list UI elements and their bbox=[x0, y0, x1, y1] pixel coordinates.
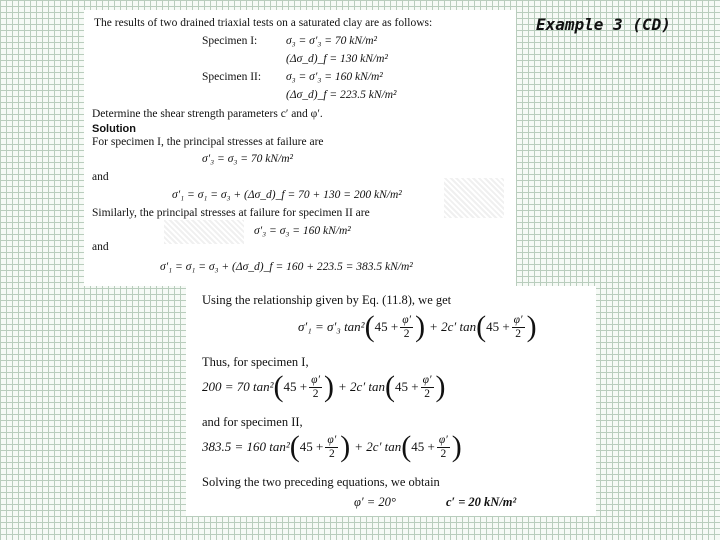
continuation-line-1: Using the relationship given by Eq. (11.8), we get bbox=[202, 293, 452, 307]
eq-a-paren-text: 45 + bbox=[374, 319, 399, 334]
result-phi: φ′ = 20° bbox=[354, 495, 396, 509]
specimen-2-deviator: (Δσ_d)_f = 223.5 kN/m² bbox=[286, 89, 397, 101]
relationship-equation bbox=[298, 312, 537, 342]
phi-half-fraction: $\frac{\varphi'}{2}$ bbox=[327, 433, 337, 460]
phi-half-fraction: $\frac{\varphi'}{2}$ bbox=[311, 373, 321, 400]
paren-open: ( bbox=[289, 430, 300, 463]
specimen-2-label: Specimen II: bbox=[202, 71, 262, 83]
solution-line-1: For specimen I, the principal stresses at failure are bbox=[92, 136, 324, 148]
solution-eq-4: σ′₁ = σ₁ = σ₃ + (Δσ_d)_f = 160 + 223.5 = 383.5 kN/m² bbox=[160, 261, 413, 273]
paren-close: ) bbox=[324, 370, 335, 403]
paren-close: ) bbox=[451, 430, 462, 463]
specimen-1-label: Specimen I: bbox=[202, 35, 258, 47]
paren-close: ) bbox=[415, 310, 426, 343]
slide-title: Example 3 (CD) bbox=[536, 15, 671, 34]
paren-open: ( bbox=[401, 430, 412, 463]
eq-c-paren-text: 45 + bbox=[299, 439, 324, 454]
eq-a-mid: + 2c′ tan bbox=[429, 319, 477, 334]
continuation-scan-panel bbox=[186, 286, 596, 516]
specimen-1-deviator: (Δσ_d)_f = 130 kN/m² bbox=[286, 53, 388, 65]
paren-open: ( bbox=[385, 370, 396, 403]
result-c: c′ = 20 kN/m² bbox=[446, 495, 517, 509]
eq-a-paren-text: 45 + bbox=[486, 319, 510, 334]
eq-b-mid: + 2c′ tan bbox=[338, 379, 386, 394]
continuation-line-3: and for specimen II, bbox=[202, 415, 303, 429]
solution-and-2: and bbox=[92, 241, 109, 253]
paren-close: ) bbox=[340, 430, 351, 463]
solution-line-2: Similarly, the principal stresses at failure for specimen II are bbox=[92, 207, 370, 219]
solution-and-1: and bbox=[92, 171, 109, 183]
paren-open: ( bbox=[476, 310, 487, 343]
eq-c-mid: + 2c′ tan bbox=[354, 439, 402, 454]
specimen-1-confining: σ₃ = σ′₃ = 70 kN/m² bbox=[286, 35, 377, 47]
paren-close: ) bbox=[526, 310, 537, 343]
scan-noise bbox=[444, 178, 504, 218]
solution-heading: Solution bbox=[92, 123, 136, 135]
eq-a-lhs: σ′₁ = σ′₃ tan² bbox=[298, 319, 365, 334]
specimen-2-confining: σ₃ = σ′₃ = 160 kN/m² bbox=[286, 71, 383, 83]
eq-b-lhs: 200 = 70 tan² bbox=[202, 379, 274, 394]
paren-close: ) bbox=[435, 370, 446, 403]
phi-half-fraction: $\frac{\varphi'}{2}$ bbox=[513, 313, 523, 340]
eq-b-paren-text: 45 + bbox=[283, 379, 308, 394]
continuation-line-2: Thus, for specimen I, bbox=[202, 355, 309, 369]
specimen-2-equation bbox=[202, 432, 462, 462]
problem-scan-panel bbox=[84, 10, 516, 286]
eq-c-lhs: 383.5 = 160 tan² bbox=[202, 439, 290, 454]
solution-eq-3: σ′₃ = σ₃ = 160 kN/m² bbox=[254, 225, 351, 237]
solution-eq-2: σ′₁ = σ₁ = σ₃ + (Δσ_d)_f = 70 + 130 = 200 kN/m² bbox=[172, 189, 402, 201]
phi-half-fraction: $\frac{\varphi'}{2}$ bbox=[422, 373, 432, 400]
specimen-1-equation bbox=[202, 372, 446, 402]
paren-open: ( bbox=[273, 370, 284, 403]
eq-b-paren-text: 45 + bbox=[395, 379, 419, 394]
eq-c-paren-text: 45 + bbox=[411, 439, 435, 454]
paren-open: ( bbox=[364, 310, 375, 343]
continuation-line-4: Solving the two preceding equations, we obtain bbox=[202, 475, 440, 489]
phi-half-fraction: $\frac{\varphi'}{2}$ bbox=[402, 313, 412, 340]
phi-half-fraction: $\frac{\varphi'}{2}$ bbox=[438, 433, 448, 460]
problem-intro: The results of two drained triaxial tests on a saturated clay are as follows: bbox=[94, 17, 433, 29]
scan-noise bbox=[164, 220, 244, 244]
problem-task: Determine the shear strength parameters c′ and φ′. bbox=[92, 108, 323, 120]
solution-eq-1: σ′₃ = σ₃ = 70 kN/m² bbox=[202, 153, 293, 165]
